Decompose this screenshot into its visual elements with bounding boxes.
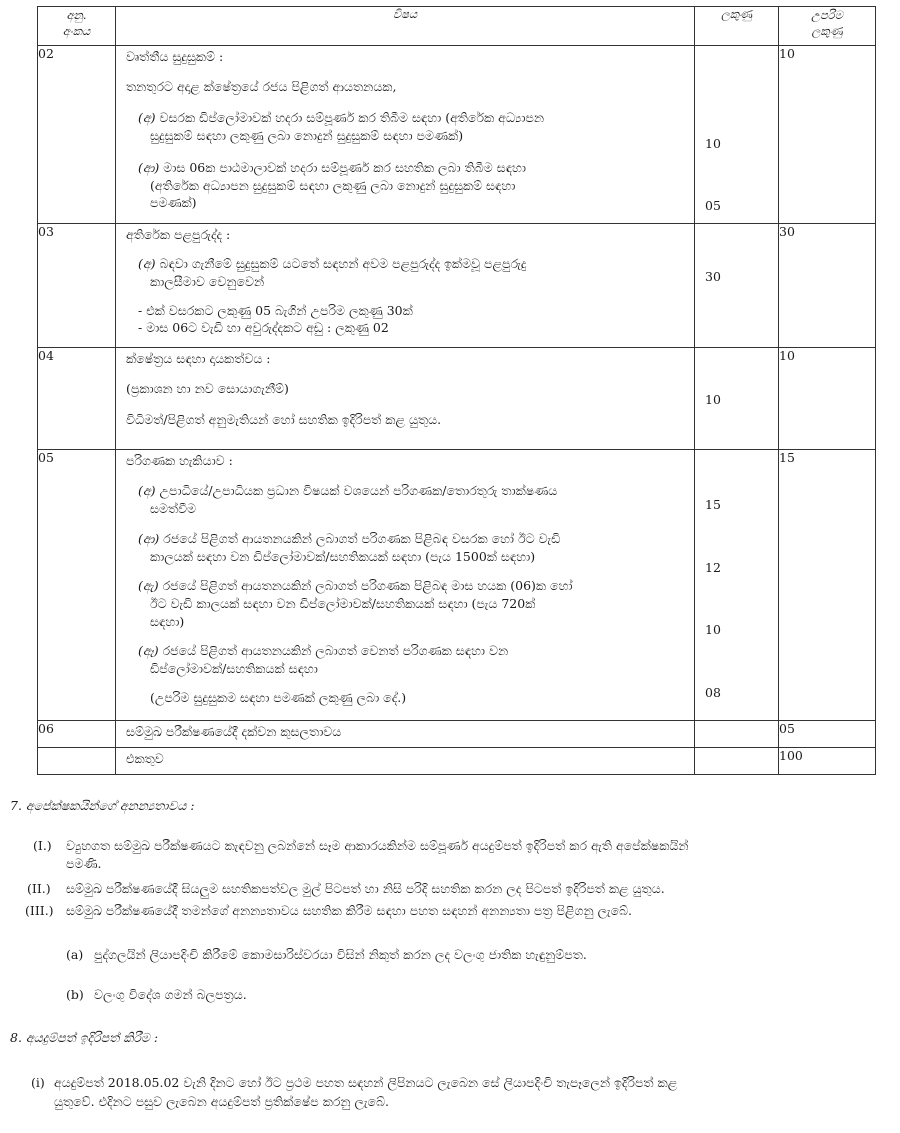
item-c-line1: (ඇ) රජයේ පිළිගත් ආයතනයකින් ලබාගත් පරිගණක පිළිබඳ මාස හයක (06)ක හෝ <box>138 578 573 593</box>
row-max-marks: 10 <box>779 46 876 224</box>
item-a-line1: (අ) බඳවා ගැනීමේ සුදුසුකම් යටතේ සඳහන් අවම පළපුරුද්ද ඉක්මවූ පළපුරුදු <box>138 256 527 271</box>
row-max-marks: 10 <box>779 348 876 450</box>
item-b-line2: (අතිරේක අධ්‍යාපන සුදුසුකම් සඳහා ලකුණු ලබා නොදුන් සුදුසුකම් සඳහා <box>150 178 516 193</box>
item-a-line2: සුදුසුකම් සඳහා ලකුණු ලබා නොදුන් සුදුසුකම් සඳහා පමණක්) <box>150 128 464 143</box>
header-max-marks: උපරිම ලකුණු <box>779 7 876 46</box>
row-marks <box>695 46 779 224</box>
row-marks <box>695 721 779 748</box>
section-7-title: 7. අපේක්ෂකයින්ගේ අනන්‍යතාවය : <box>10 798 195 813</box>
row-subject <box>116 224 695 348</box>
row-max-marks: 05 <box>779 721 876 748</box>
row-title: අතිරේක පළපුරුද්ද : <box>126 227 231 242</box>
item-b-line1: (ආ) රජයේ පිළිගත් ආයතනයකින් ලබාගත් පරිගණක පිළිබඳ වසරක හෝ ඊට වැඩි <box>138 531 561 546</box>
row-line1: (ප්‍රකාශන හා නව සොයාගැනීම්) <box>126 381 289 396</box>
item-d-line2: ඩිප්ලෝමාවක්/සහතිකයක් සඳහා <box>150 661 318 676</box>
row-subject <box>116 46 695 224</box>
mark-a: 10 <box>705 136 721 151</box>
table-row-04 <box>38 348 876 450</box>
total-label: එකතුව <box>126 751 164 766</box>
row-subject <box>116 721 695 748</box>
section-8-item-1-line1: අයදුම්පත් 2018.05.02 වැනි දිනට හෝ ඊට ප්‍රථම පහත සඳහන් ලිපිනයට ලැබෙන සේ ලියාපදිංචි තැපෑලෙන් ඉදිරිපත් කළ <box>54 1075 678 1090</box>
bullet-2: - මාස 06ට වැඩි හා අවුරුද්දකට අඩු : ලකුණු 02 <box>138 320 389 335</box>
row-subject <box>116 348 695 450</box>
mark: 10 <box>705 392 721 407</box>
section-7-subitem-b-label: (b) <box>66 987 84 1002</box>
section-7-item-1-label: (I.) <box>33 838 52 853</box>
row-marks <box>695 224 779 348</box>
mark-b: 05 <box>705 198 721 213</box>
row-number: 02 <box>38 46 116 224</box>
table-total-row <box>38 748 876 775</box>
row-number: 03 <box>38 224 116 348</box>
section-8-item-1-line2: යුතුවේ. එදිනට පසුව ලැබෙන අයදුම්පත් ප්‍රතික්ෂේප කරනු ලැබේ. <box>54 1094 389 1109</box>
bullet-1: - එක් වසරකට ලකුණු 05 බැගින් උපරිම ලකුණු 30ක් <box>138 303 413 318</box>
section-7-item-3-label: (III.) <box>25 903 54 918</box>
item-c-line2: ඊට වැඩි කාලයක් සඳහා වන ඩිප්ලෝමාවක්/සහතිකයක් සඳහා (පැය 720ක් <box>150 596 536 611</box>
item-a-line1: (අ) වසරක ඩිප්ලෝමාවක් හදරා සම්පූර්ණ කර තිබීම සඳහා (අතිරේක අධ්‍යාපන <box>138 110 545 125</box>
mark-a: 30 <box>705 269 721 284</box>
row-number: 05 <box>38 450 116 721</box>
section-7-item-2-line1: සම්මුඛ පරීක්ෂණයේදී සියලුම සහතිකපත්වල මුල් පිටපත් හා නිසි පරිදි සහතික කරන ලද පිටපත් ඉදිරිපත් කළ යුතුය. <box>66 881 665 896</box>
table-row-06 <box>38 721 876 748</box>
row-number: 04 <box>38 348 116 450</box>
row-marks <box>695 348 779 450</box>
item-a-line1: (අ) උපාධියේ/උපාධියක ප්‍රධාන විෂයක් වශයෙන් පරිගණක/තොරතුරු තාක්ෂණය <box>138 483 558 498</box>
item-b-line3: පමණක්) <box>150 195 197 210</box>
section-8-item-1-label: (i) <box>31 1075 45 1090</box>
total-value: 100 <box>779 748 876 775</box>
item-a-line2: කාලසීමාව වෙනුවෙන් <box>150 274 265 289</box>
table-row-02 <box>38 46 876 224</box>
row-title: සම්මුඛ පරීක්ෂණයේදී දක්වන කුසලතාවය <box>126 724 342 739</box>
section-7-subitem-b-text: වලංගු විදේශ ගමන් බලපත්‍රය. <box>94 987 247 1002</box>
mark-d: 08 <box>705 685 721 700</box>
row-max-marks: 15 <box>779 450 876 721</box>
section-7-item-1-line1: ව්‍යුහගත සම්මුඛ පරීක්ෂණයට කැඳවනු ලබන්නේ සෑම ආකාරයකින්ම සම්පූර්ණ අයදුම්පත් ඉදිරිපත් කර ඇති අපේක්ෂකයින් <box>66 838 689 853</box>
header-serial-no: අනු. අංකය <box>38 7 116 46</box>
row-number: 06 <box>38 721 116 748</box>
item-c-line3: සඳහා) <box>150 614 185 629</box>
section-7-subitem-a-label: (a) <box>66 947 84 962</box>
marks-table <box>37 6 876 775</box>
table-row-03 <box>38 224 876 348</box>
section-8-title: 8. අයදුම්පත් ඉදිරිපත් කිරීම : <box>10 1030 159 1045</box>
row-max-marks: 30 <box>779 224 876 348</box>
mark-b: 12 <box>705 560 721 575</box>
header-subject: විෂය <box>116 7 695 46</box>
row-line2: විධිමත්/පිළිගත් අනුමැතියන් හෝ සහතික ඉදිරිපත් කළ යුතුය. <box>126 412 442 427</box>
row-subject <box>116 450 695 721</box>
header-marks: ලකුණු <box>695 7 779 46</box>
mark-c: 10 <box>705 622 721 637</box>
total-label-cell <box>116 748 695 775</box>
row-title: පරිගණක හැකියාව : <box>126 453 233 468</box>
item-b-line1: (ආ) මාස 06ක පාඨමාලාවක් හදරා සම්පූර්ණ කර සහතික ලබා තිබීම සඳහා <box>138 160 526 175</box>
section-7-item-3-line1: සම්මුඛ පරීක්ෂණයේදී තමන්ගේ අනන්‍යතාවය සහතික කිරීම සඳහා පහත සඳහන් අනන්‍යතා පත්‍ර පිළිගනු ලැබේ. <box>66 903 633 918</box>
row-title: වෘත්තීය සුදුසුකම් : <box>126 49 224 64</box>
section-7-item-1-line2: පමණි. <box>66 856 102 871</box>
table-row-05 <box>38 450 876 721</box>
row-title: ක්ෂේත්‍රය සඳහා දායකත්වය : <box>126 351 271 366</box>
mark-a: 15 <box>705 497 721 512</box>
table-header-row <box>38 7 876 46</box>
row-intro: තනතුරට අදාළ ක්ෂේත්‍රයේ රජය පිළිගත් ආයතනයක, <box>126 79 397 94</box>
section-7-subitem-a-text: පුද්ගලයින් ලියාපදිංචි කිරීමේ කොමසාරිස්වරයා විසින් නිකුත් කරන ලද වලංගු ජාතික හැඳුනුම්පත. <box>94 947 587 962</box>
section-7-item-2-label: (II.) <box>27 881 51 896</box>
row-marks <box>695 450 779 721</box>
item-a-line2: සමත්වීම <box>150 501 197 516</box>
row-note: (උපරිම සුදුසුකම සඳහා පමණක් ලකුණු ලබා දේ.) <box>150 690 407 705</box>
item-d-line1: (ඈ) රජයේ පිළිගත් ආයතනයකින් ලබාගත් වෙනත් පරිගණක සඳහා වන <box>138 643 509 658</box>
item-b-line2: කාලයක් සඳහා වන ඩිප්ලෝමාවක්/සහතිකයක් සඳහා (පැය 1500ක් සඳහා) <box>150 549 536 564</box>
